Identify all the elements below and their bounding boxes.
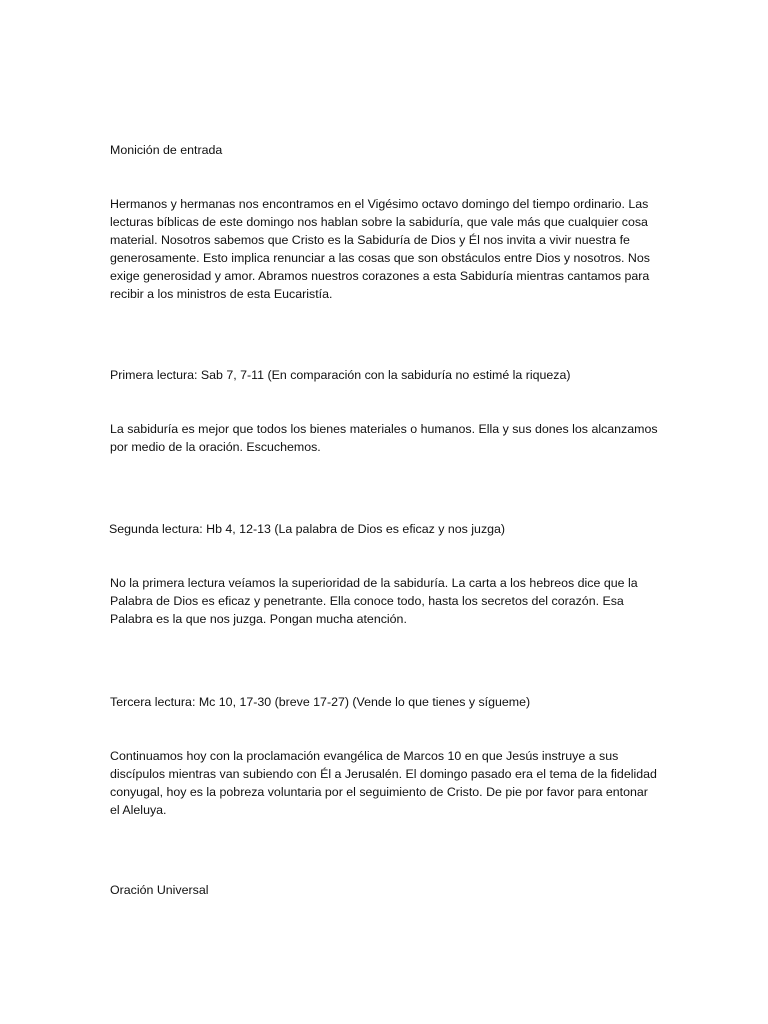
- primera-lectura-heading: Primera lectura: Sab 7, 7-11 (En comparación con la sabiduría no estimé la riqueza): [110, 368, 571, 382]
- monicion-title: Monición de entrada: [110, 143, 223, 157]
- intro-paragraph: Hermanos y hermanas nos encontramos en el Vigésimo octavo domingo del tiempo ordinario. Las lecturas bíblicas de este domingo nos hablan sobre la sabiduría, que vale más que cualquier cosa material. Nosotros sabemos que Cristo es la Sabiduría de Dios y Él nos invita a vivir nuestra fe generosamente. Esto implica renunciar a las cosas que son obstáculos entre Dios y nosotros. Nos exige generosidad y amor. Abramos nuestros corazones a esta Sabiduría mientras cantamos para recibir a los ministros de esta Eucaristía.: [110, 197, 650, 301]
- primera-lectura-paragraph: La sabiduría es mejor que todos los bienes materiales o humanos. Ella y sus dones los alcanzamos por medio de la oración. Escuchemos.: [110, 422, 658, 454]
- segunda-lectura-paragraph: No la primera lectura veíamos la superioridad de la sabiduría. La carta a los hebreos dice que la Palabra de Dios es eficaz y penetrante. Ella conoce todo, hasta los secretos del corazón. Esa Palabra es la que nos juzga. Pongan mucha atención.: [110, 576, 638, 626]
- oracion-universal-heading: Oración Universal: [110, 883, 209, 897]
- tercera-lectura-heading: Tercera lectura: Mc 10, 17-30 (breve 17-27) (Vende lo que tienes y sígueme): [110, 695, 531, 709]
- tercera-lectura-paragraph: Continuamos hoy con la proclamación evangélica de Marcos 10 en que Jesús instruye a sus discípulos mientras van subiendo con Él a Jerusalén. El domingo pasado era el tema de la fidelidad conyugal, hoy es la pobreza voluntaria por el seguimiento de Cristo. De pie por favor para entonar el Aleluya.: [110, 749, 657, 817]
- segunda-lectura-heading: Segunda lectura: Hb 4, 12-13 (La palabra de Dios es eficaz y nos juzga): [109, 522, 506, 536]
